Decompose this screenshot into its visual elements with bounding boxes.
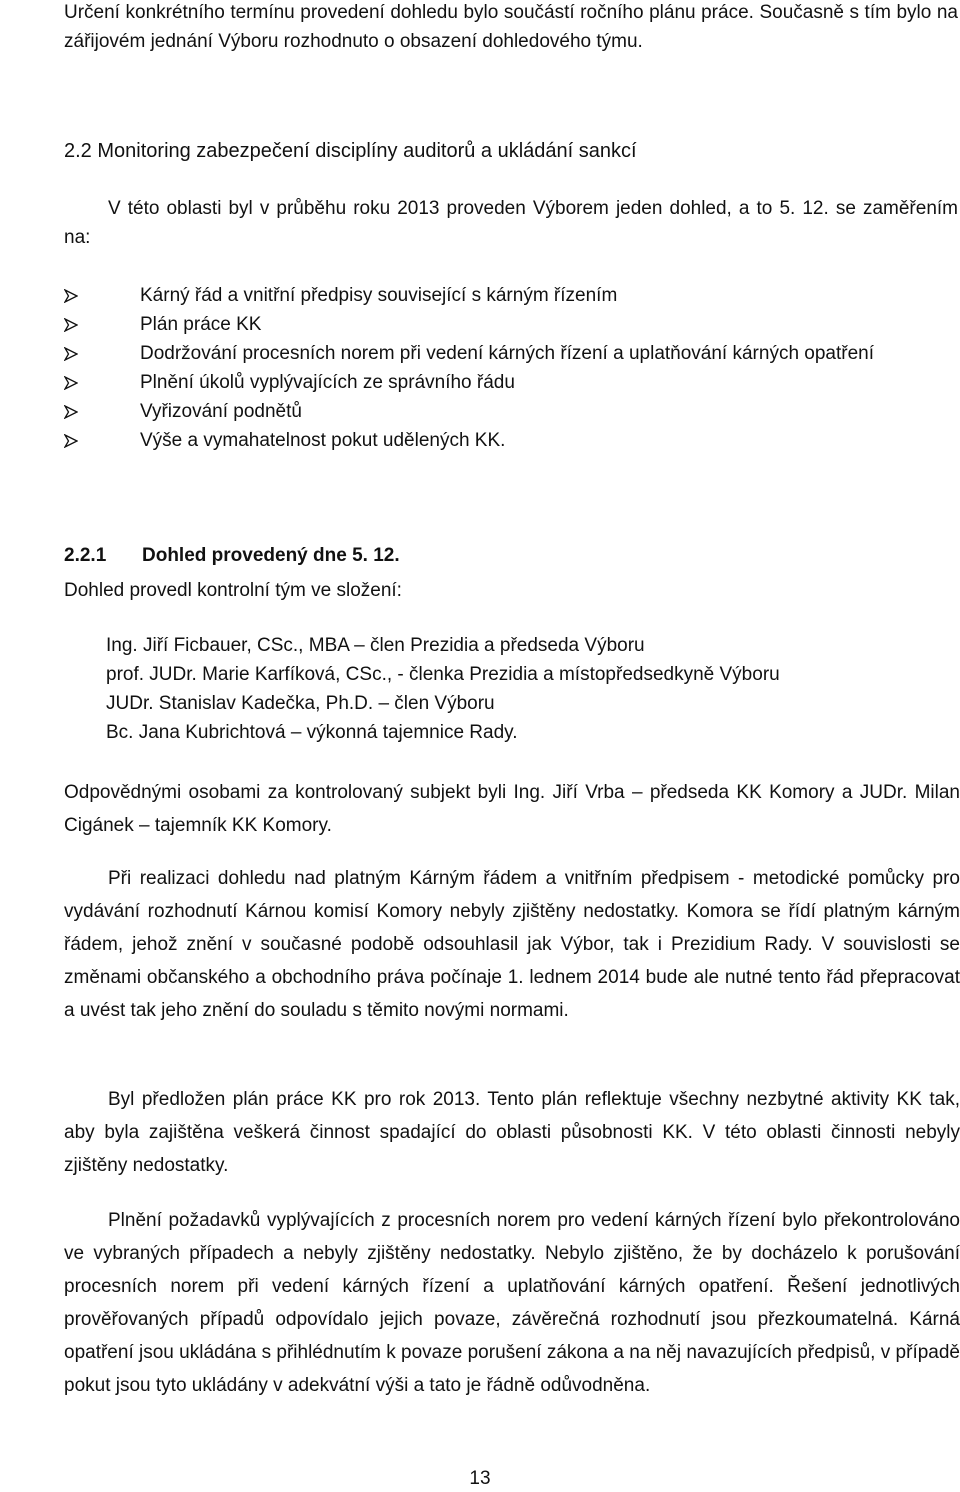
arrow-bullet-icon	[64, 376, 78, 390]
subsection-title: Dohled provedený dne 5. 12.	[142, 545, 400, 566]
list-item: Dodržování procesních norem při vedení kárných řízení a uplatňování kárných opatření	[64, 339, 924, 368]
list-item: Plán práce KK	[64, 310, 924, 339]
arrow-bullet-icon	[64, 318, 78, 332]
section-number: 2.2	[64, 140, 92, 162]
list-item: Vyřizování podnětů	[64, 397, 924, 426]
focus-list	[64, 281, 924, 455]
intro-paragraph: Určení konkrétního termínu provedení dohledu bylo součástí ročního plánu práce. Současně s tím bylo na zářijovém jednání Výboru rozhodnuto o obsazení dohledového týmu.	[64, 2, 958, 52]
subsection-heading	[64, 542, 400, 570]
paragraph-responsible-persons: Odpovědnými osobami za kontrolovaný subjekt byli Ing. Jiří Vrba – předseda KK Komory a JUDr. Milan Cigánek – tajemník KK Komory.	[64, 782, 960, 836]
paragraph-procedural-norms: Plnění požadavků vyplývajících z procesních norem pro vedení kárných řízení bylo překontrolováno ve vybraných případech a nebyly zjištěny nedostatky. Nebylo zjištěno, že by docházelo k porušování procesních norem při vedení kárných řízení a uplatňování kárných opatření. Řešení jednotlivých prověřovaných případů odpovídalo jejich povaze, závěrečná rozhodnutí jsou přezkoumatelná. Kárná opatření jsou ukládána s přihlédnutím k povaze porušení zákona a na něj navazujících předpisů, v případě pokut jsou tyto ukládány v adekvátní výši a tato je řádně odůvodněna.	[64, 1210, 960, 1396]
team-member: prof. JUDr. Marie Karfíková, CSc., - členka Prezidia a místopředsedkyně Výboru	[106, 664, 780, 685]
list-item: Plnění úkolů vyplývajících ze správního řádu	[64, 368, 924, 397]
subsection-number: 2.2.1	[64, 545, 107, 566]
arrow-bullet-icon	[64, 405, 78, 419]
list-item: Kárný řád a vnitřní předpisy související s kárným řízením	[64, 281, 924, 310]
team-member: Ing. Jiří Ficbauer, CSc., MBA – člen Prezidia a předseda Výboru	[106, 635, 645, 656]
arrow-bullet-icon	[64, 347, 78, 361]
arrow-bullet-icon	[64, 434, 78, 448]
section-heading	[64, 137, 637, 165]
page-number: 13	[469, 1468, 491, 1489]
paragraph-disciplinary-code: Při realizaci dohledu nad platným Kárným řádem a vnitřním předpisem - metodické pomůcky pro vydávání rozhodnutí Kárnou komisí Komory nebyly zjištěny nedostatky. Komora se řídí platným kárným řádem, jehož znění v současné podobě odsouhlasil jak Výbor, tak i Prezidium Rady. V souvislosti se změnami občanského a obchodního práva počínaje 1. lednem 2014 bude ale nutné tento řád přepracovat a uvést tak jeho znění do souladu s těmito novými normami.	[64, 868, 960, 1021]
team-member: JUDr. Stanislav Kadečka, Ph.D. – člen Výboru	[106, 693, 495, 714]
team-intro: Dohled provedl kontrolní tým ve složení:	[64, 580, 402, 601]
list-item: Výše a vymahatelnost pokut udělených KK.	[64, 426, 924, 455]
paragraph-work-plan: Byl předložen plán práce KK pro rok 2013. Tento plán reflektuje všechny nezbytné aktivity KK tak, aby byla zajištěna veškerá činnost spadající do oblasti působnosti KK. V této oblasti činnosti nebyly zjištěny nedostatky.	[64, 1089, 960, 1176]
section-title: Monitoring zabezpečení disciplíny auditorů a ukládání sankcí	[97, 140, 637, 162]
section-intro-paragraph: V této oblasti byl v průběhu roku 2013 proveden Výborem jeden dohled, a to 5. 12. se zaměřením na:	[64, 198, 958, 248]
team-member: Bc. Jana Kubrichtová – výkonná tajemnice Rady.	[106, 722, 518, 743]
team-members	[106, 631, 780, 747]
arrow-bullet-icon	[64, 289, 78, 303]
